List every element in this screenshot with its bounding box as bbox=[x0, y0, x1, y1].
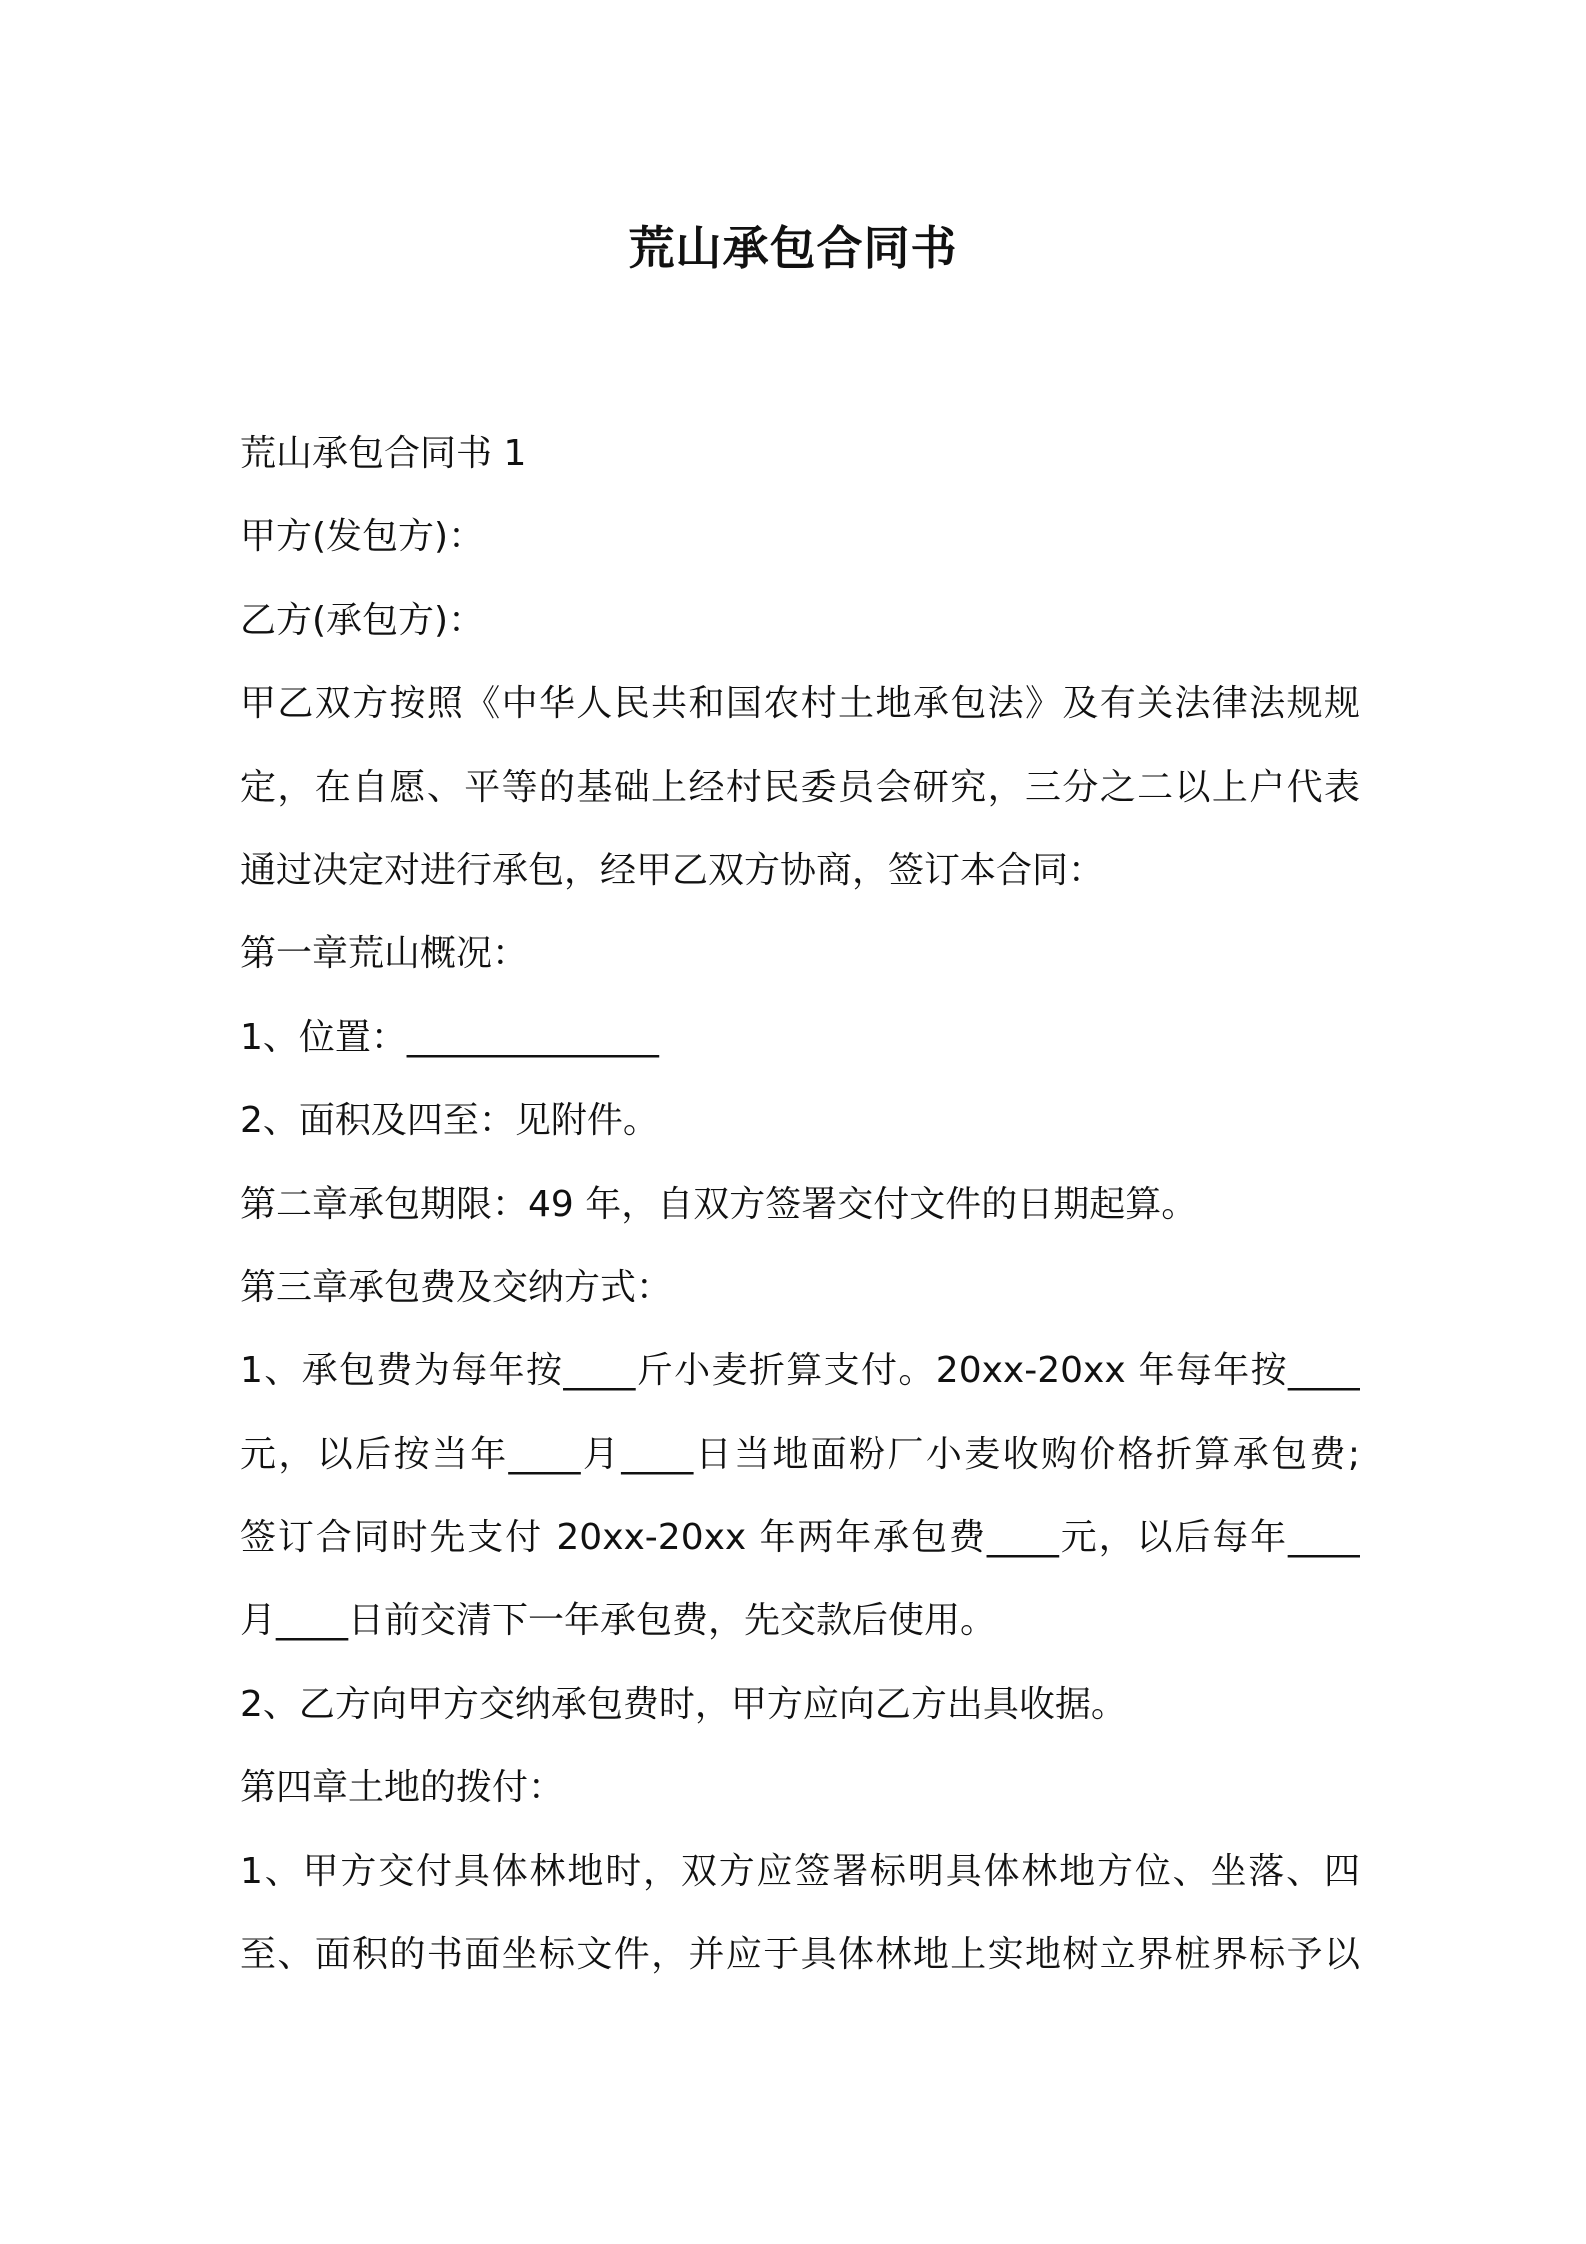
paragraph-line: 甲乙双方按照《中华人民共和国农村土地承包法》及有关法律法规规 bbox=[240, 683, 1360, 725]
party-b-line: 乙方(承包方)： bbox=[240, 599, 485, 641]
section-heading: 荒山承包合同书 1 bbox=[240, 433, 527, 474]
document-title: 荒山承包合同书 bbox=[628, 221, 958, 275]
clause-line: 1、位置：______________ bbox=[240, 1016, 659, 1058]
clause-line: 签订合同时先支付 20xx-20xx 年两年承包费____元，以后每年____ bbox=[240, 1517, 1360, 1559]
chapter-heading: 第三章承包费及交纳方式： bbox=[240, 1266, 673, 1308]
chapter-heading: 第二章承包期限：49 年，自双方签署交付文件的日期起算。 bbox=[240, 1183, 1198, 1225]
clause-line: 2、乙方向甲方交纳承包费时，甲方应向乙方出具收据。 bbox=[240, 1683, 1127, 1725]
clause-line: 2、面积及四至：见附件。 bbox=[240, 1100, 659, 1142]
chapter-heading: 第一章荒山概况： bbox=[240, 933, 529, 975]
clause-line: 至、面积的书面坐标文件，并应于具体林地上实地树立界桩界标予以 bbox=[240, 1934, 1360, 1976]
clause-line: 元，以后按当年____月____日当地面粉厂小麦收购价格折算承包费; bbox=[240, 1433, 1360, 1475]
document-body bbox=[240, 412, 1360, 1996]
party-a-line: 甲方(发包方)： bbox=[240, 516, 485, 558]
paragraph-line: 通过决定对进行承包，经甲乙双方协商，签订本合同： bbox=[240, 849, 1105, 891]
clause-line: 月____日前交清下一年承包费，先交款后使用。 bbox=[240, 1600, 997, 1642]
paragraph-line: 定，在自愿、平等的基础上经村民委员会研究，三分之二以上户代表 bbox=[240, 766, 1360, 808]
chapter-heading: 第四章土地的拨付： bbox=[240, 1767, 565, 1809]
clause-line: 1、承包费为每年按____斤小麦折算支付。20xx-20xx 年每年按____ bbox=[240, 1350, 1360, 1392]
clause-line: 1、甲方交付具体林地时，双方应签署标明具体林地方位、坐落、四 bbox=[240, 1850, 1360, 1892]
